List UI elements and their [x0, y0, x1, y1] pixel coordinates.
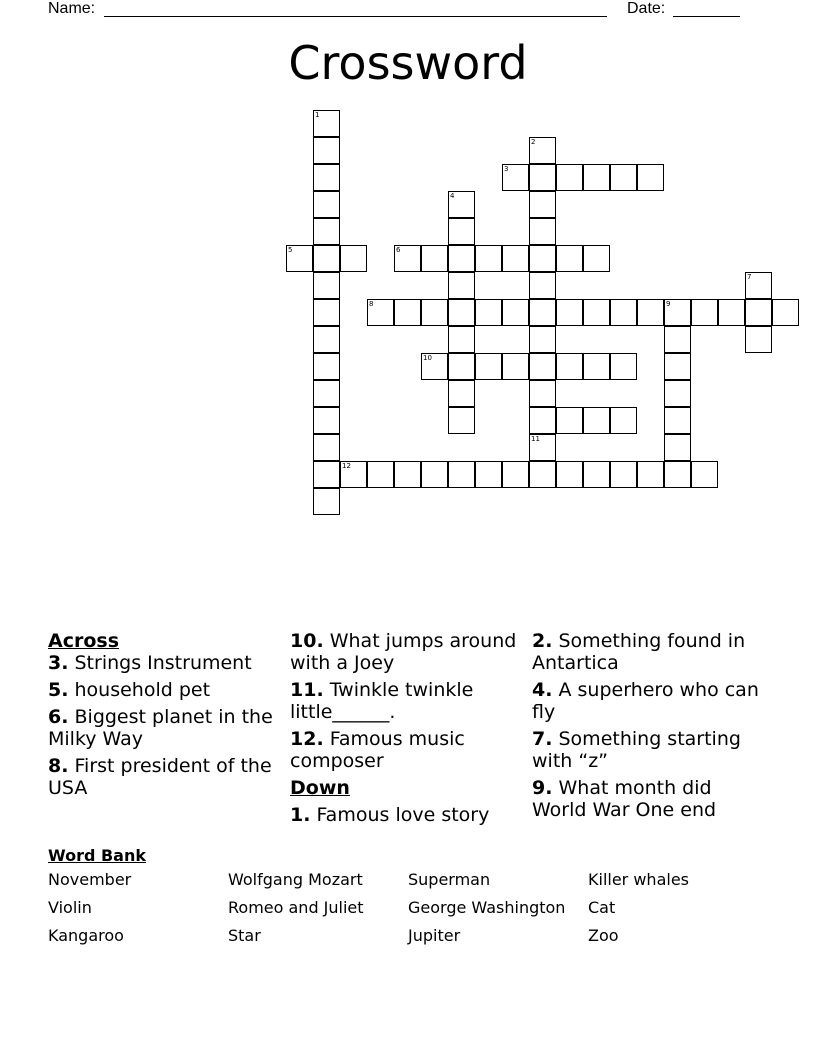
word-bank-item: Star — [228, 926, 261, 945]
clue-number-label: 6 — [396, 246, 401, 254]
grid-cell[interactable] — [421, 461, 448, 488]
clue-number-label: 4 — [450, 192, 455, 200]
clue-down-7: 7. Something starting with “z” — [532, 728, 741, 772]
grid-cell[interactable] — [583, 461, 610, 488]
clue-number-label: 10 — [423, 354, 432, 362]
grid-cell[interactable] — [529, 218, 556, 245]
grid-cell[interactable] — [610, 353, 637, 380]
clue-column-1 — [48, 630, 286, 804]
clue-across-6: 6. Biggest planet in the Milky Way — [48, 706, 273, 750]
grid-cell[interactable] — [583, 245, 610, 272]
grid-cell[interactable] — [664, 461, 691, 488]
word-bank-item: Killer whales — [588, 870, 689, 889]
word-bank-item: Kangaroo — [48, 926, 124, 945]
grid-cell[interactable] — [448, 272, 475, 299]
clue-number-label: 2 — [531, 138, 536, 146]
grid-cell[interactable] — [313, 461, 340, 488]
grid-cell[interactable] — [583, 407, 610, 434]
grid-cell[interactable] — [583, 299, 610, 326]
grid-cell[interactable] — [637, 164, 664, 191]
clue-number-label: 1 — [315, 111, 320, 119]
grid-cell[interactable] — [313, 191, 340, 218]
grid-cell[interactable] — [664, 407, 691, 434]
clue-number-label: 3 — [504, 165, 509, 173]
grid-cell[interactable] — [556, 245, 583, 272]
clue-column-2 — [290, 630, 528, 831]
word-bank-item: Cat — [588, 898, 616, 917]
word-bank-item: George Washington — [408, 898, 566, 917]
grid-cell[interactable] — [448, 353, 475, 380]
grid-cell[interactable] — [664, 380, 691, 407]
word-bank-title: Word Bank — [48, 846, 147, 865]
word-bank-item: Jupiter — [408, 926, 461, 945]
clue-number-label: 12 — [342, 462, 351, 470]
word-bank-list — [48, 870, 768, 960]
grid-cell[interactable] — [610, 164, 637, 191]
clue-down-9: 9. What month did World War One end — [532, 777, 717, 821]
clue-across-8: 8. First president of the USA — [48, 755, 272, 799]
grid-cell[interactable] — [556, 461, 583, 488]
clue-across-12: 12. Famous music composer — [290, 728, 465, 772]
grid-cell[interactable] — [421, 245, 448, 272]
grid-cell[interactable] — [502, 245, 529, 272]
grid-cell[interactable] — [610, 407, 637, 434]
down-heading: Down — [290, 777, 350, 799]
grid-cell[interactable] — [313, 299, 340, 326]
grid-cell[interactable] — [772, 299, 799, 326]
grid-cell[interactable] — [475, 245, 502, 272]
grid-cell[interactable] — [529, 299, 556, 326]
grid-cell[interactable] — [718, 299, 745, 326]
grid-cell[interactable] — [394, 299, 421, 326]
grid-cell[interactable] — [691, 299, 718, 326]
word-bank-item: Romeo and Juliet — [228, 898, 364, 917]
grid-cell[interactable] — [529, 326, 556, 353]
grid-cell[interactable] — [556, 353, 583, 380]
grid-cell[interactable] — [313, 272, 340, 299]
grid-cell[interactable] — [556, 299, 583, 326]
word-bank-item: November — [48, 870, 132, 889]
clue-number-label: 11 — [531, 435, 540, 443]
word-bank-item: Zoo — [588, 926, 619, 945]
clue-across-10: 10. What jumps around with a Joey — [290, 630, 517, 674]
grid-cell[interactable] — [502, 461, 529, 488]
page-title: Crossword — [288, 36, 528, 90]
grid-cell[interactable] — [448, 461, 475, 488]
grid-cell[interactable] — [529, 407, 556, 434]
grid-cell[interactable] — [610, 461, 637, 488]
clue-down-4: 4. A superhero who can fly — [532, 679, 759, 723]
grid-cell[interactable] — [745, 326, 772, 353]
grid-cell[interactable] — [529, 191, 556, 218]
grid-cell[interactable] — [529, 380, 556, 407]
grid-cell[interactable] — [421, 299, 448, 326]
grid-cell[interactable] — [583, 353, 610, 380]
grid-cell[interactable] — [475, 299, 502, 326]
clue-across-5: 5. household pet — [48, 679, 211, 701]
grid-cell[interactable] — [664, 326, 691, 353]
clue-across-11: 11. Twinkle twinkle little______. — [290, 679, 474, 723]
grid-cell[interactable] — [340, 245, 367, 272]
grid-cell[interactable] — [313, 245, 340, 272]
word-bank — [48, 846, 768, 960]
grid-cell[interactable] — [448, 245, 475, 272]
grid-cell[interactable] — [313, 218, 340, 245]
word-bank-item: Superman — [408, 870, 491, 889]
grid-cell[interactable] — [691, 461, 718, 488]
grid-cell[interactable] — [448, 407, 475, 434]
grid-cell[interactable] — [313, 326, 340, 353]
clue-number-label: 5 — [288, 246, 293, 254]
grid-cell[interactable] — [313, 164, 340, 191]
grid-cell[interactable] — [529, 164, 556, 191]
grid-cell[interactable] — [610, 299, 637, 326]
across-heading: Across — [48, 630, 120, 652]
grid-cell[interactable] — [313, 488, 340, 515]
grid-cell[interactable] — [529, 272, 556, 299]
grid-cell[interactable] — [502, 299, 529, 326]
grid-cell[interactable] — [448, 299, 475, 326]
grid-cell[interactable] — [529, 353, 556, 380]
grid-cell[interactable] — [448, 326, 475, 353]
word-bank-item: Wolfgang Mozart — [228, 870, 363, 889]
grid-cell[interactable] — [367, 461, 394, 488]
grid-cell[interactable] — [448, 218, 475, 245]
grid-cell[interactable] — [313, 137, 340, 164]
grid-cell[interactable] — [745, 299, 772, 326]
clue-across-3: 3. Strings Instrument — [48, 652, 252, 674]
grid-cell[interactable] — [583, 164, 610, 191]
date-label: Date: — [627, 0, 666, 17]
grid-cell[interactable] — [394, 461, 421, 488]
grid-cell[interactable] — [475, 461, 502, 488]
name-label: Name: — [48, 0, 96, 17]
clue-down-2: 2. Something found in Antartica — [532, 630, 746, 674]
grid-cell[interactable] — [313, 407, 340, 434]
clue-down-1: 1. Famous love story — [290, 804, 490, 826]
grid-cell[interactable] — [556, 164, 583, 191]
clue-number-label: 8 — [369, 300, 374, 308]
clue-number-label: 9 — [666, 300, 671, 308]
grid-cell[interactable] — [529, 245, 556, 272]
grid-cell[interactable] — [529, 461, 556, 488]
grid-cell[interactable] — [448, 380, 475, 407]
grid-cell[interactable] — [475, 353, 502, 380]
grid-cell[interactable] — [313, 434, 340, 461]
grid-cell[interactable] — [556, 407, 583, 434]
grid-cell[interactable] — [313, 353, 340, 380]
grid-cell[interactable] — [664, 353, 691, 380]
grid-cell[interactable] — [664, 434, 691, 461]
clue-number-label: 7 — [747, 273, 752, 281]
grid-cell[interactable] — [637, 299, 664, 326]
grid-cell[interactable] — [637, 461, 664, 488]
grid-cell[interactable] — [313, 380, 340, 407]
word-bank-item: Violin — [48, 898, 92, 917]
clue-column-3 — [532, 630, 770, 826]
grid-cell[interactable] — [502, 353, 529, 380]
